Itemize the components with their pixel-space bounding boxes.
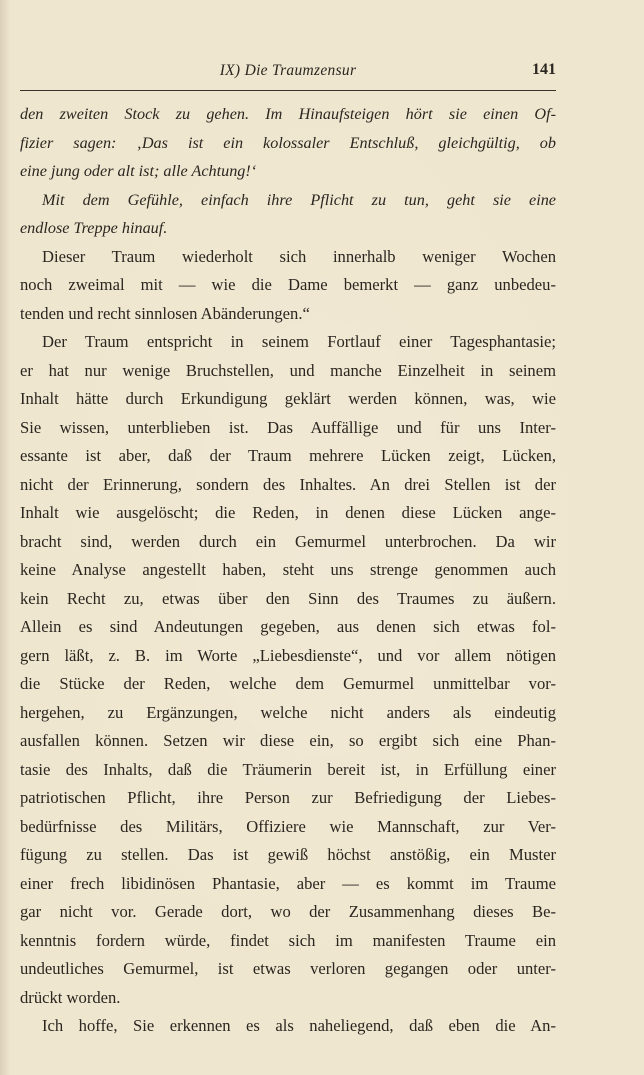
text-line: ausfallen können. Setzen wir diese ein, so ergibt sich eine Phan-: [20, 731, 556, 750]
body-text: [20, 100, 556, 1041]
text-line: Ich hoffe, Sie erkennen es als naheliegend, daß eben die An-: [42, 1016, 556, 1035]
running-title: IX) Die Traumzensur: [219, 62, 357, 79]
gutter-shadow: [0, 0, 10, 1075]
text-line: Der Traum entspricht in seinem Fortlauf einer Tagesphantasie;: [42, 332, 556, 351]
text-line: kein Recht zu, etwas über den Sinn des Traumes zu äußern.: [20, 588, 556, 608]
text-line: Mit dem Gefühle, einfach ihre Pflicht zu tun, geht sie eine: [42, 190, 556, 209]
text-line: gar nicht vor. Gerade dort, wo der Zusammenhang dieses Be-: [20, 902, 556, 921]
text-line: hergehen, zu Ergänzungen, welche nicht anders als eindeutig: [20, 702, 556, 722]
text-line: einer frech libidinösen Phantasie, aber — es kommt im Traume: [20, 873, 556, 893]
text-line: Inhalt wie ausgelöscht; die Reden, in denen diese Lücken ange-: [20, 503, 556, 522]
text-line: er hat nur wenige Bruchstellen, und manche Einzelheit in seinem: [20, 360, 556, 380]
text-line: nicht der Erinnerung, sondern des Inhaltes. An drei Stellen ist der: [20, 474, 556, 494]
text-line: die Stücke der Reden, welche dem Gemurmel unmittelbar vor-: [20, 674, 556, 693]
page-number: 141: [532, 61, 556, 78]
text-line: gern läßt, z. B. im Worte „Liebesdienste“, und vor allem nötigen: [20, 645, 556, 665]
text-line: keine Analyse angestellt haben, steht uns strenge genommen auch: [20, 560, 556, 579]
text-line: Sie wissen, unterblieben ist. Das Auffällige und für uns Inter-: [20, 417, 556, 437]
text-line: fügung zu stellen. Das ist gewiß höchst anstößig, ein Muster: [20, 845, 556, 864]
text-line: tenden und recht sinnlosen Abänderungen.“: [20, 303, 310, 323]
text-line: eine jung oder alt ist; alle Achtung!‘: [20, 162, 257, 180]
text-line: kenntnis fordern würde, findet sich im manifesten Traume ein: [20, 930, 556, 950]
text-line: Dieser Traum wiederholt sich innerhalb weniger Wochen: [42, 246, 556, 266]
text-line: patriotischen Pflicht, ihre Person zur Befriedigung der Liebes-: [20, 788, 556, 807]
text-line: essante ist aber, daß der Traum mehrere Lücken zeigt, Lücken,: [20, 446, 556, 465]
text-line: fizier sagen: ‚Das ist ein kolossaler Entschluß, gleichgültig, ob: [20, 133, 556, 152]
text-line: bracht sind, werden durch ein Gemurmel unterbrochen. Da wir: [20, 531, 556, 551]
text-line: Inhalt hätte durch Erkundigung geklärt werden können, was, wie: [20, 389, 556, 408]
text-line: undeutliches Gemurmel, ist etwas verloren gegangen oder unter-: [20, 959, 556, 978]
text-line: endlose Treppe hinauf.: [20, 219, 168, 237]
page-header: [20, 60, 556, 86]
text-line: tasie des Inhalts, daß die Träumerin bereit ist, in Erfüllung einer: [20, 759, 556, 779]
header-rule: [20, 90, 556, 91]
text-line: drückt worden.: [20, 987, 121, 1007]
text-line: den zweiten Stock zu gehen. Im Hinaufsteigen hört sie einen Of-: [20, 105, 556, 123]
text-line: bedürfnisse des Militärs, Offiziere wie Mannschaft, zur Ver-: [20, 816, 556, 836]
text-line: noch zweimal mit — wie die Dame bemerkt — ganz unbedeu-: [20, 275, 556, 294]
text-line: Allein es sind Andeutungen gegeben, aus denen sich etwas fol-: [20, 617, 556, 636]
